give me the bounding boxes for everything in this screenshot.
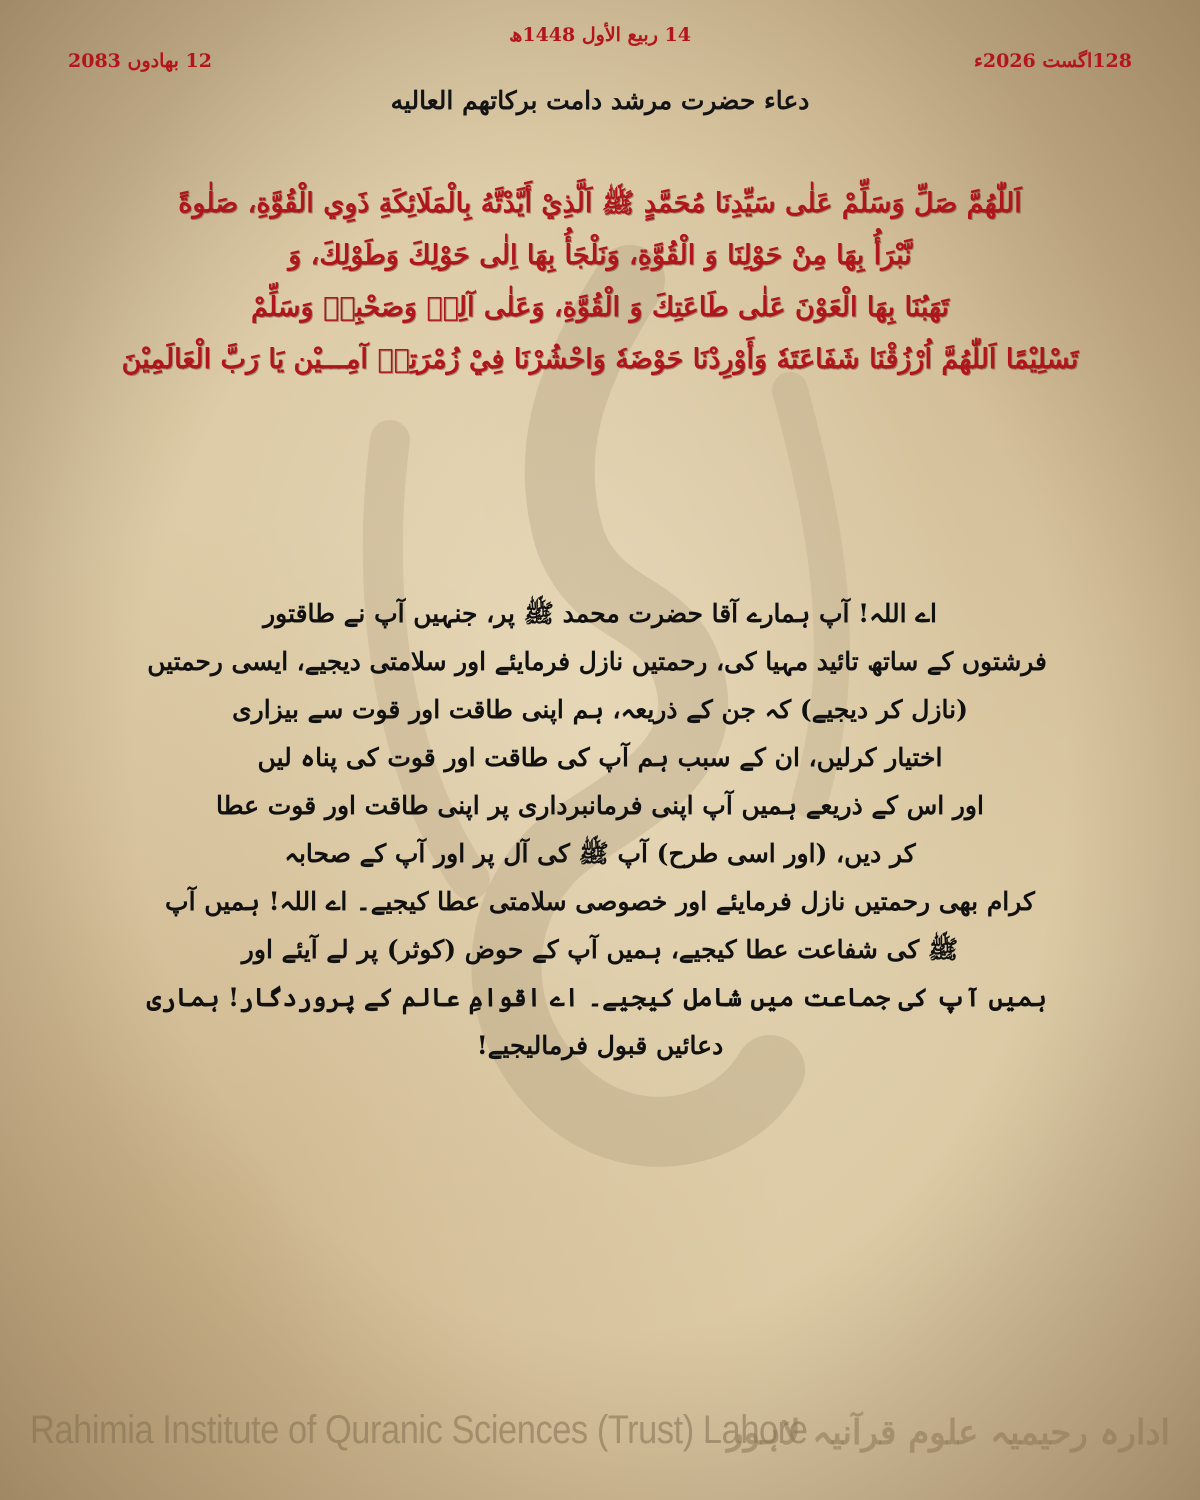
urdu-line: ہمیں آپ کی جماعت میں شامل کیجیے۔ اے اقوامِ عالم کے پروردگار! ہماری (146, 983, 1047, 1012)
urdu-translation (146, 590, 1050, 1070)
urdu-line: دعائیں قبول فرمالیجیے! (476, 1031, 724, 1060)
arabic-line: تَسْلِيْمًا اَللّٰهُمَّ اُرْزُقْنَا شَفَاعَتَهٗ وَأَوْرِدْنَا حَوْضَهٗ وَاحْشُرْنَا فِيْ زُمْرَتِهٖ آمِـــيْن يَا رَبَّ الْعَالَمِيْنَ (121, 344, 1079, 375)
gregorian-date: 128اگست 2026ء (973, 50, 1132, 72)
institute-name-english: Rahimia Institute of Quranic Sciences (Trust) Lahore (30, 1408, 808, 1452)
urdu-line: کرام بھی رحمتیں نازل فرمایئے اور خصوصی سلامتی عطا کیجیے۔ اے اللہ! ہمیں آپ (165, 887, 1035, 916)
institute-name-urdu-logo: ادارہ رحیمیہ علوم قرآنیہ لاہور (727, 1413, 1170, 1453)
urdu-line: فرشتوں کے ساتھ تائید مہیا کی، رحمتیں نازل فرمایئے اور سلامتی دیجیے، ایسی رحمتیں (147, 647, 1047, 676)
urdu-line: ﷺ کی شفاعت عطا کیجیے، ہمیں آپ کے حوض (کوثر) پر لے آیئے اور (241, 935, 959, 964)
page-title: دعاء حضرت مرشد دامت برکاتهم العالیه (390, 86, 810, 115)
bikrami-date: 12 بھادوں 2083 (68, 50, 212, 72)
arabic-line: نَّبْرَأُ بِهَا مِنْ حَوْلِنَا وَ الْقُوَّةِ، وَنَلْجَأُ بِهَا اِلٰى حَوْلِكَ وَطَوْلِكَ، وَ (288, 240, 912, 271)
arabic-line: تَهَبُنَا بِهَا الْعَوْنَ عَلٰى طَاعَتِكَ وَ الْقُوَّةِ، وَعَلٰى آلِهٖ وَصَحْبِهٖ وَسَلِّمْ (251, 292, 949, 323)
hijri-date: 14 ربیع الأول 1448ھ (509, 24, 691, 46)
urdu-line: (نازل کر دیجیے) کہ جن کے ذریعہ، ہم اپنی طاقت اور قوت سے بیزاری (232, 695, 968, 724)
urdu-line: اور اس کے ذریعے ہمیں آپ اپنی فرمانبرداری پر اپنی طاقت اور قوت عطا (216, 791, 984, 820)
arabic-line: اَللّٰهُمَّ صَلِّ وَسَلِّمْ عَلٰى سَيِّدِنَا مُحَمَّدٍ ﷺ اَلَّذِيْ أَيَّدْتَّهُ بِالْمَلَائِكَةِ ذَوِي الْقُوَّةِ، صَلٰوةً (178, 188, 1022, 219)
urdu-line: کر دیں، (اور اسی طرح) آپ ﷺ کی آل پر اور آپ کے صحابہ (284, 839, 916, 868)
arabic-dua (70, 178, 1130, 386)
urdu-line: اختیار کرلیں، ان کے سبب ہم آپ کی طاقت اور قوت کی پناہ لیں (257, 743, 943, 772)
urdu-line: اے اللہ! آپ ہمارے آقا حضرت محمد ﷺ پر، جنہیں آپ نے طاقتور (263, 599, 937, 628)
